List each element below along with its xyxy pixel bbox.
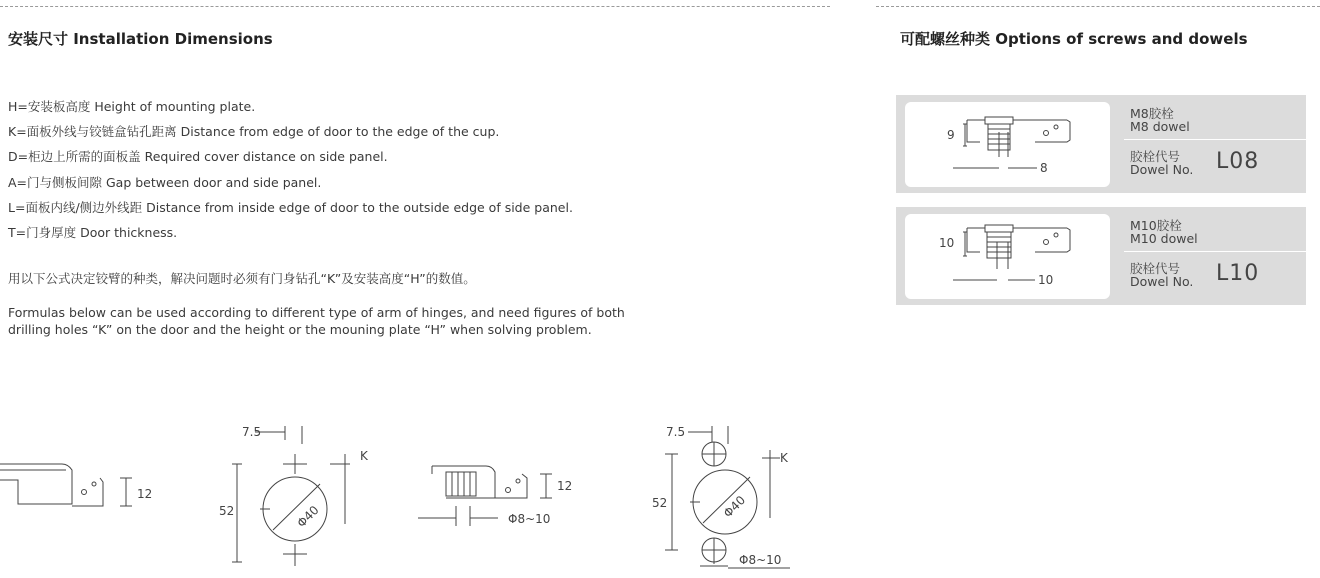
- cup2-hole-label: Φ8~10: [739, 553, 782, 567]
- definition-h: H=安装板高度 Height of mounting plate.: [8, 99, 256, 114]
- installation-dimensions-title: 安装尺寸 Installation Dimensions: [8, 30, 273, 48]
- dowel-drawing-l08: [905, 102, 1110, 187]
- dowel-l10-name: [1130, 219, 1198, 245]
- dowel-l08-label-cn: 胶栓代号: [1130, 149, 1181, 164]
- dowel-l10-label: [1130, 262, 1193, 288]
- dowel-l10-width-label: 10: [1038, 273, 1054, 287]
- cup2-spacing-label: 52: [652, 496, 668, 510]
- screw-options-title: 可配螺丝种类 Options of screws and dowels: [900, 30, 1248, 48]
- cup1-k-label: K: [360, 449, 368, 463]
- cup1-spacing-label: 52: [219, 504, 235, 518]
- formula-note-cn: 用以下公式决定铰臂的种类，解决问题时必须有门身钻孔“K”及安装高度“H”的数值。: [8, 271, 476, 286]
- cup2-diameter-label: Φ40: [720, 493, 749, 521]
- plate1-height-label: 12: [137, 487, 153, 501]
- dowel-l08-divider: [1124, 139, 1306, 140]
- definitions-list: [8, 94, 828, 245]
- installation-drawings: [0, 414, 830, 578]
- dowel-l10-label-cn: 胶栓代号: [1130, 261, 1181, 276]
- cup2-k-label: K: [780, 451, 788, 465]
- hinge-cup-1-icon: [232, 426, 350, 566]
- plate2-hole-label: Φ8~10: [508, 512, 551, 526]
- cup1-offset-label: 7.5: [242, 425, 262, 439]
- cup1-diameter-label: Φ40: [294, 502, 322, 531]
- dowel-l08-label-en: Dowel No.: [1130, 162, 1194, 177]
- dowel-l10-name-en: M10 dowel: [1130, 231, 1198, 246]
- dowel-l10-divider: [1124, 251, 1306, 252]
- formula-note-en-1: Formulas below can be used according to different type of arm of hinges, and need figures of both: [8, 305, 625, 320]
- dowel-l08-width-label: 8: [1040, 161, 1048, 175]
- definition-a: A=门与侧板间隙 Gap between door and side panel.: [8, 174, 322, 190]
- dowel-m10-icon: [905, 214, 1110, 299]
- dowel-l08-name-cn: M8胶栓: [1130, 106, 1174, 121]
- hinge-cup-2-icon: [665, 426, 790, 568]
- definition-k: K=面板外线与铰链盒钻孔距离 Distance from edge of door to the edge of the cup.: [8, 124, 500, 140]
- mounting-plate-1-icon: [0, 464, 132, 506]
- dowel-l10-name-cn: M10胶栓: [1130, 218, 1182, 233]
- dowel-l10-code: L10: [1216, 261, 1260, 286]
- dowel-l08-code: L08: [1216, 149, 1260, 174]
- dowel-drawing-l10: [905, 214, 1110, 299]
- dowel-option-l08: [896, 95, 1306, 193]
- dowel-l10-label-en: Dowel No.: [1130, 274, 1194, 289]
- dowel-l08-label: [1130, 150, 1193, 176]
- formula-note-en-2: drilling holes “K” on the door and the height or the mouning plate “H” when solving problem.: [8, 322, 592, 337]
- cup2-offset-label: 7.5: [666, 425, 686, 439]
- divider-right: [876, 6, 1320, 7]
- divider-left: [0, 6, 830, 7]
- plate2-height-label: 12: [557, 479, 573, 493]
- dowel-m8-icon: [905, 102, 1110, 187]
- definition-l: L=面板内线/侧边外线距 Distance from inside edge of door to the outside edge of side panel.: [8, 199, 573, 215]
- dowel-l08-height-label: 9: [947, 128, 955, 142]
- dowel-l08-name: [1130, 107, 1190, 133]
- definition-d: D=柜边上所需的面板盖 Required cover distance on side panel.: [8, 149, 388, 165]
- definition-t: T=门身厚度 Door thickness.: [8, 224, 178, 240]
- dowel-option-l10: [896, 207, 1306, 305]
- dowel-l10-height-label: 10: [939, 236, 955, 250]
- dowel-l08-name-en: M8 dowel: [1130, 119, 1190, 134]
